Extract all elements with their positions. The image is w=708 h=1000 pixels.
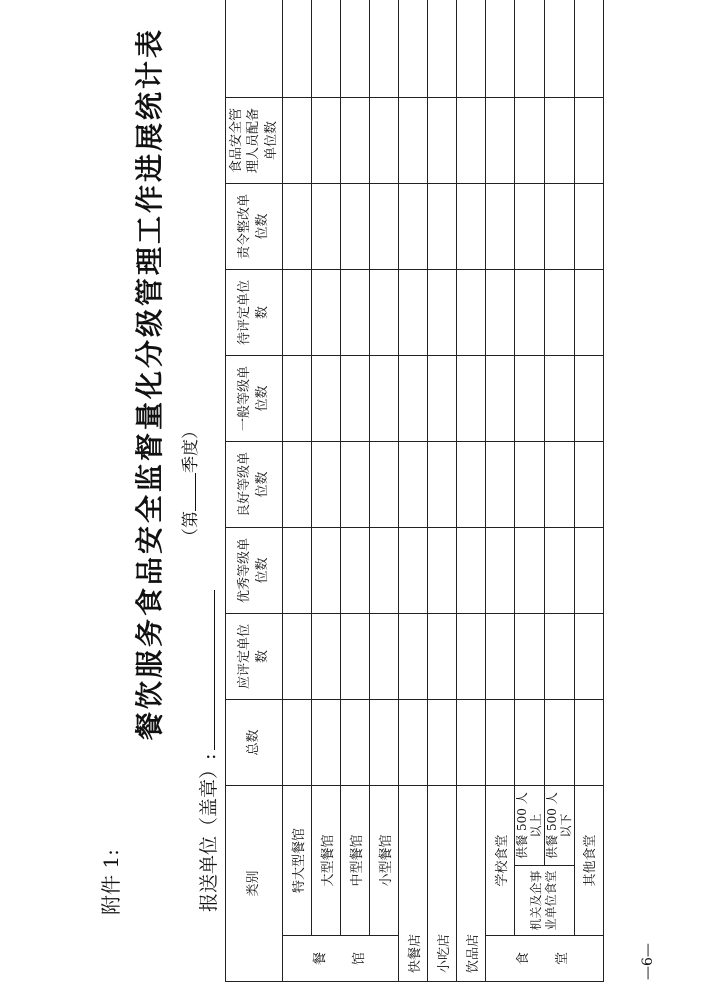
cell[interactable] [370, 98, 399, 184]
table-row [428, 0, 457, 982]
cell[interactable] [574, 700, 603, 786]
cell[interactable] [341, 528, 370, 614]
table-row [486, 0, 515, 982]
cell[interactable] [574, 0, 603, 98]
cell[interactable] [515, 528, 545, 614]
cell[interactable] [428, 700, 457, 786]
cell[interactable] [544, 356, 574, 442]
cell[interactable] [399, 700, 428, 786]
cell[interactable] [574, 614, 603, 700]
table-row [544, 0, 574, 982]
table-row [574, 0, 603, 982]
cell[interactable] [428, 442, 457, 528]
cell[interactable] [370, 356, 399, 442]
cell[interactable] [574, 184, 603, 270]
group-shitang-char2: 堂 [555, 952, 571, 966]
attachment-label: 附件 1: [99, 849, 123, 915]
row-label-small: 小型餐馆 [370, 786, 399, 936]
cell[interactable] [486, 98, 515, 184]
quarter-open: （第 [181, 511, 201, 545]
header-safety-mgr: 食品安全管理人员配备单位数 [226, 98, 283, 184]
cell[interactable] [428, 614, 457, 700]
cell[interactable] [370, 184, 399, 270]
row-label-other: 其他食堂 [574, 786, 603, 936]
cell[interactable] [515, 442, 545, 528]
page-number: —6— [640, 943, 656, 980]
cell[interactable] [515, 700, 545, 786]
cell[interactable] [341, 700, 370, 786]
cell[interactable] [457, 0, 486, 98]
table-row [370, 0, 399, 982]
header-spare [226, 0, 283, 98]
cell[interactable] [312, 0, 341, 98]
cell[interactable] [312, 270, 341, 356]
table-row [283, 0, 312, 982]
cell[interactable] [515, 614, 545, 700]
cell[interactable] [341, 184, 370, 270]
cell[interactable] [486, 184, 515, 270]
group-shitang-char1: 食 [516, 952, 532, 966]
cell[interactable] [486, 528, 515, 614]
cell[interactable] [544, 614, 574, 700]
cell[interactable] [370, 528, 399, 614]
cell[interactable] [457, 270, 486, 356]
row-label-large: 大型餐馆 [312, 786, 341, 936]
cell[interactable] [544, 700, 574, 786]
cell[interactable] [544, 528, 574, 614]
cell[interactable] [399, 270, 428, 356]
cell[interactable] [341, 98, 370, 184]
header-row [226, 0, 283, 982]
header-rectify: 责令整改单位数 [226, 184, 283, 270]
cell[interactable] [428, 184, 457, 270]
cell[interactable] [428, 528, 457, 614]
cell[interactable] [399, 184, 428, 270]
cell[interactable] [399, 98, 428, 184]
cell[interactable] [457, 614, 486, 700]
cell[interactable] [312, 614, 341, 700]
cell[interactable] [574, 98, 603, 184]
header-excellent: 优秀等级单位数 [226, 528, 283, 614]
cell[interactable] [486, 356, 515, 442]
header-category: 类别 [226, 786, 283, 982]
cell[interactable] [428, 98, 457, 184]
row-label-under500: 供餐 500 人以下 [544, 786, 574, 866]
quarter-blank [179, 473, 196, 511]
cell[interactable] [457, 98, 486, 184]
cell[interactable] [544, 270, 574, 356]
cell[interactable] [486, 614, 515, 700]
cell[interactable] [283, 614, 312, 700]
reporter-blank [196, 590, 215, 750]
cell[interactable] [399, 614, 428, 700]
cell[interactable] [283, 700, 312, 786]
cell[interactable] [515, 0, 545, 98]
cell[interactable] [312, 528, 341, 614]
row-label-school: 学校食堂 [486, 786, 515, 936]
cell[interactable] [312, 98, 341, 184]
cell[interactable] [457, 700, 486, 786]
cell[interactable] [341, 270, 370, 356]
table-row [399, 0, 428, 982]
cell[interactable] [341, 614, 370, 700]
document-title: 餐饮服务食品安全监督量化分级管理工作进展统计表 [133, 26, 166, 740]
quarter-close: 季度） [181, 422, 201, 473]
header-good: 良好等级单位数 [226, 442, 283, 528]
cell[interactable] [283, 356, 312, 442]
cell[interactable] [312, 356, 341, 442]
reporter-line [194, 590, 221, 912]
cell[interactable] [574, 270, 603, 356]
cell[interactable] [544, 0, 574, 98]
header-should-rate: 应评定单位数 [226, 614, 283, 700]
cell[interactable] [515, 356, 545, 442]
cell[interactable] [457, 356, 486, 442]
cell[interactable] [515, 270, 545, 356]
cell[interactable] [486, 442, 515, 528]
stats-table [225, 0, 604, 982]
cell[interactable] [486, 700, 515, 786]
cell[interactable] [428, 356, 457, 442]
table-row [515, 0, 545, 982]
cell[interactable] [486, 0, 515, 98]
table-row [341, 0, 370, 982]
cell[interactable] [457, 442, 486, 528]
row-label-drinks: 饮品店 [457, 786, 486, 982]
cell[interactable] [370, 0, 399, 98]
cell[interactable] [544, 98, 574, 184]
cell[interactable] [399, 0, 428, 98]
row-label-fast-food: 快餐店 [399, 786, 428, 982]
cell[interactable] [515, 98, 545, 184]
group-shitang [486, 936, 604, 982]
cell[interactable] [399, 528, 428, 614]
cell[interactable] [428, 0, 457, 98]
cell[interactable] [399, 356, 428, 442]
cell[interactable] [457, 184, 486, 270]
group-canguan-char2: 馆 [351, 952, 367, 966]
group-canguan [283, 936, 399, 982]
table-row [457, 0, 486, 982]
cell[interactable] [283, 528, 312, 614]
cell[interactable] [370, 442, 399, 528]
cell[interactable] [341, 0, 370, 98]
cell[interactable] [283, 442, 312, 528]
row-label-over500: 供餐 500 人以上 [515, 786, 545, 866]
group-canguan-char1: 餐 [312, 952, 328, 966]
cell[interactable] [486, 270, 515, 356]
cell[interactable] [457, 528, 486, 614]
cell[interactable] [312, 700, 341, 786]
reporter-label: 报送单位（盖章）: [198, 753, 220, 912]
header-pending: 待评定单位数 [226, 270, 283, 356]
cell[interactable] [544, 184, 574, 270]
cell[interactable] [283, 98, 312, 184]
cell[interactable] [370, 700, 399, 786]
header-total: 总数 [226, 700, 283, 786]
cell[interactable] [574, 442, 603, 528]
cell[interactable] [283, 0, 312, 98]
cell[interactable] [399, 442, 428, 528]
cell[interactable] [312, 442, 341, 528]
quarter-line [176, 422, 201, 545]
cell[interactable] [574, 356, 603, 442]
cell[interactable] [341, 356, 370, 442]
cell[interactable] [283, 270, 312, 356]
cell[interactable] [370, 614, 399, 700]
header-general: 一般等级单位数 [226, 356, 283, 442]
cell[interactable] [283, 184, 312, 270]
table-row [312, 0, 341, 982]
cell[interactable] [574, 528, 603, 614]
cell[interactable] [544, 442, 574, 528]
row-label-snack: 小吃店 [428, 786, 457, 982]
row-label-super-large: 特大型餐馆 [283, 786, 312, 936]
row-label-medium: 中型餐馆 [341, 786, 370, 936]
cell[interactable] [370, 270, 399, 356]
cell[interactable] [428, 270, 457, 356]
cell[interactable] [341, 442, 370, 528]
row-label-gov-unit: 机关及企事业单位食堂 [515, 866, 575, 936]
cell[interactable] [312, 184, 341, 270]
cell[interactable] [515, 184, 545, 270]
